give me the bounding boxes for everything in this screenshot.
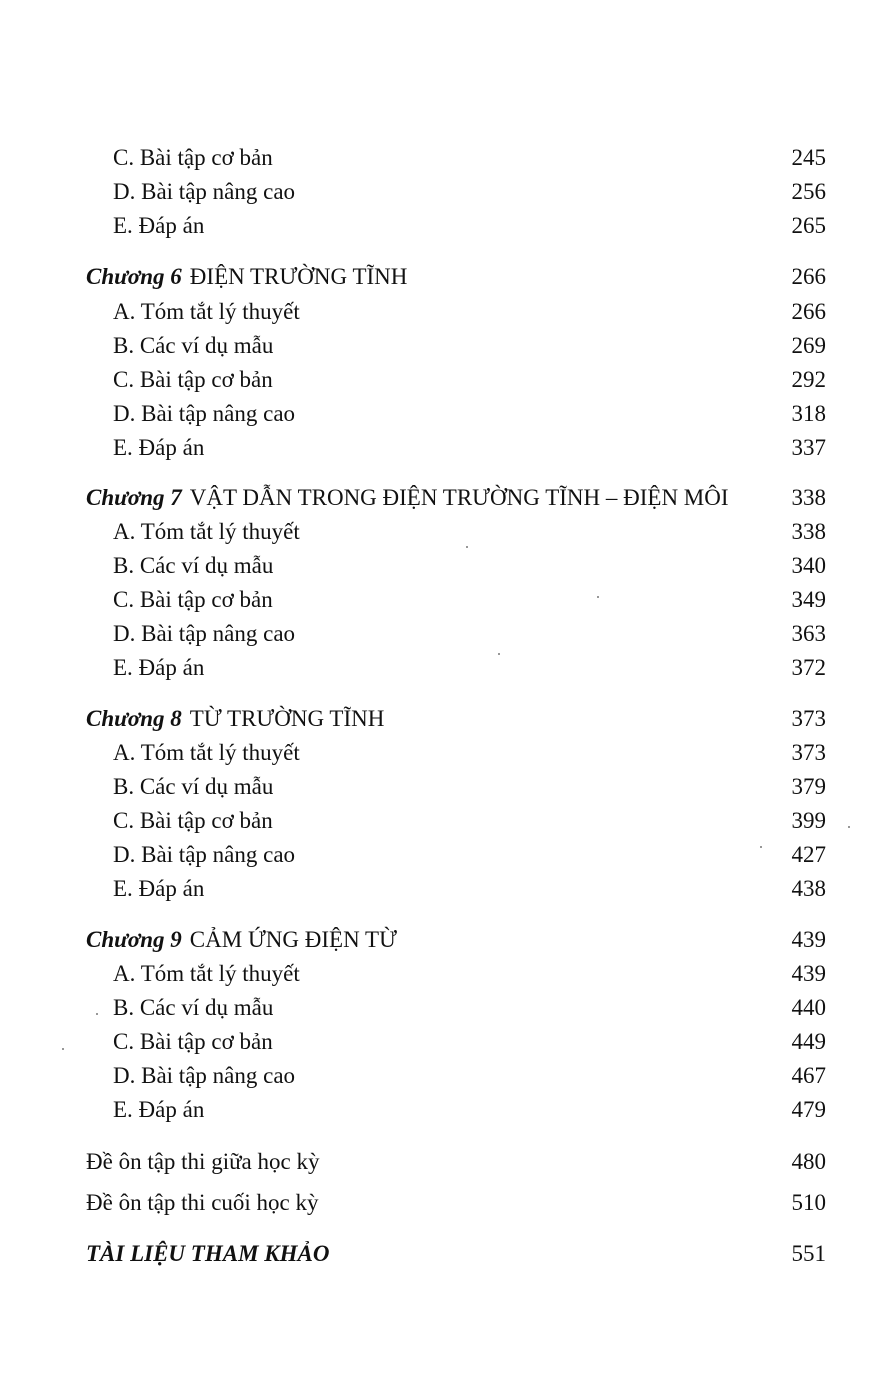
entry-page-number: 266 (791, 264, 826, 289)
chapter-title: CẢM ỨNG ĐIỆN TỪ (189, 927, 397, 952)
entry-label: A. Tóm tắt lý thuyết (113, 740, 300, 765)
entry-page-number: 337 (791, 435, 826, 460)
toc-entry (0, 805, 884, 837)
scan-speck (848, 826, 850, 828)
toc-entry (0, 1187, 884, 1219)
entry-page-number: 438 (791, 876, 826, 901)
entry-page-number: 349 (791, 587, 826, 612)
entry-label: B. Các ví dụ mẫu (113, 333, 274, 358)
entry-label: A. Tóm tắt lý thuyết (113, 299, 300, 324)
entry-label: E. Đáp án (113, 655, 205, 680)
scan-speck (597, 596, 599, 598)
toc-entry (0, 1060, 884, 1092)
entry-label: Đề ôn tập thi giữa học kỳ (86, 1149, 320, 1174)
toc-references-entry (0, 1238, 884, 1270)
toc-chapter-heading (0, 482, 884, 514)
toc-entry (0, 737, 884, 769)
toc-entry (0, 1094, 884, 1126)
entry-label: D. Bài tập nâng cao (113, 842, 296, 867)
entry-page-number: 399 (791, 808, 826, 833)
entry-label: C. Bài tập cơ bản (113, 808, 273, 833)
chapter-number: Chương 8 (86, 706, 182, 731)
toc-entry (0, 839, 884, 871)
entry-page-number: 318 (791, 401, 826, 426)
entry-label: D. Bài tập nâng cao (113, 179, 296, 204)
toc-entry (0, 584, 884, 616)
entry-page-number: 551 (791, 1241, 826, 1266)
entry-page-number: 379 (791, 774, 826, 799)
entry-page-number: 245 (791, 145, 826, 170)
entry-label: C. Bài tập cơ bản (113, 587, 273, 612)
toc-entry (0, 364, 884, 396)
toc-chapter-heading (0, 703, 884, 735)
toc-entry (0, 296, 884, 328)
entry-label: A. Tóm tắt lý thuyết (113, 519, 300, 544)
entry-label: B. Các ví dụ mẫu (113, 774, 274, 799)
entry-page-number: 510 (791, 1190, 826, 1215)
entry-page-number: 440 (791, 995, 826, 1020)
entry-label: B. Các ví dụ mẫu (113, 553, 274, 578)
toc-entry (0, 652, 884, 684)
toc-entry (0, 550, 884, 582)
scan-speck (760, 846, 762, 848)
entry-page-number: 439 (791, 927, 826, 952)
chapter-title: TỪ TRƯỜNG TĨNH (189, 706, 385, 731)
toc-entry (0, 873, 884, 905)
entry-page-number: 427 (791, 842, 826, 867)
entry-label: A. Tóm tắt lý thuyết (113, 961, 300, 986)
entry-page-number: 340 (791, 553, 826, 578)
scan-speck (96, 1013, 98, 1015)
entry-label: C. Bài tập cơ bản (113, 145, 273, 170)
entry-label: E. Đáp án (113, 1097, 205, 1122)
entry-label: C. Bài tập cơ bản (113, 367, 273, 392)
entry-page-number: 479 (791, 1097, 826, 1122)
chapter-number: Chương 9 (86, 927, 182, 952)
chapter-number: Chương 6 (86, 264, 182, 289)
toc-entry (0, 432, 884, 464)
chapter-number: Chương 7 (86, 485, 182, 510)
toc-entry (0, 210, 884, 242)
scan-speck (466, 546, 468, 548)
scan-speck (62, 1048, 64, 1050)
entry-label: B. Các ví dụ mẫu (113, 995, 274, 1020)
entry-label: D. Bài tập nâng cao (113, 1063, 296, 1088)
toc-entry (0, 330, 884, 362)
entry-label: TÀI LIỆU THAM KHẢO (86, 1241, 330, 1266)
entry-page-number: 467 (791, 1063, 826, 1088)
entry-label: D. Bài tập nâng cao (113, 401, 296, 426)
toc-entry (0, 142, 884, 174)
entry-page-number: 363 (791, 621, 826, 646)
toc-entry (0, 618, 884, 650)
entry-label: E. Đáp án (113, 876, 205, 901)
toc-entry (0, 771, 884, 803)
entry-label: E. Đáp án (113, 435, 205, 460)
entry-page-number: 256 (791, 179, 826, 204)
entry-page-number: 292 (791, 367, 826, 392)
toc-entry (0, 992, 884, 1024)
entry-page-number: 480 (791, 1149, 826, 1174)
toc-entry (0, 1026, 884, 1058)
entry-label: E. Đáp án (113, 213, 205, 238)
toc-entry (0, 958, 884, 990)
toc-chapter-heading (0, 924, 884, 956)
entry-page-number: 449 (791, 1029, 826, 1054)
toc-entry (0, 1146, 884, 1178)
entry-page-number: 265 (791, 213, 826, 238)
entry-page-number: 373 (791, 706, 826, 731)
toc-entry (0, 398, 884, 430)
toc-entry (0, 176, 884, 208)
scan-speck (498, 653, 500, 655)
chapter-title: VẬT DẪN TRONG ĐIỆN TRƯỜNG TĨNH – ĐIỆN MÔI (189, 485, 729, 510)
entry-label: D. Bài tập nâng cao (113, 621, 296, 646)
entry-page-number: 266 (791, 299, 826, 324)
entry-page-number: 338 (791, 485, 826, 510)
toc-entry (0, 516, 884, 548)
entry-page-number: 269 (791, 333, 826, 358)
chapter-title: ĐIỆN TRƯỜNG TĨNH (189, 264, 408, 289)
toc-chapter-heading (0, 261, 884, 293)
entry-page-number: 372 (791, 655, 826, 680)
entry-label: Đề ôn tập thi cuối học kỳ (86, 1190, 319, 1215)
entry-page-number: 439 (791, 961, 826, 986)
entry-label: C. Bài tập cơ bản (113, 1029, 273, 1054)
entry-page-number: 373 (791, 740, 826, 765)
entry-page-number: 338 (791, 519, 826, 544)
